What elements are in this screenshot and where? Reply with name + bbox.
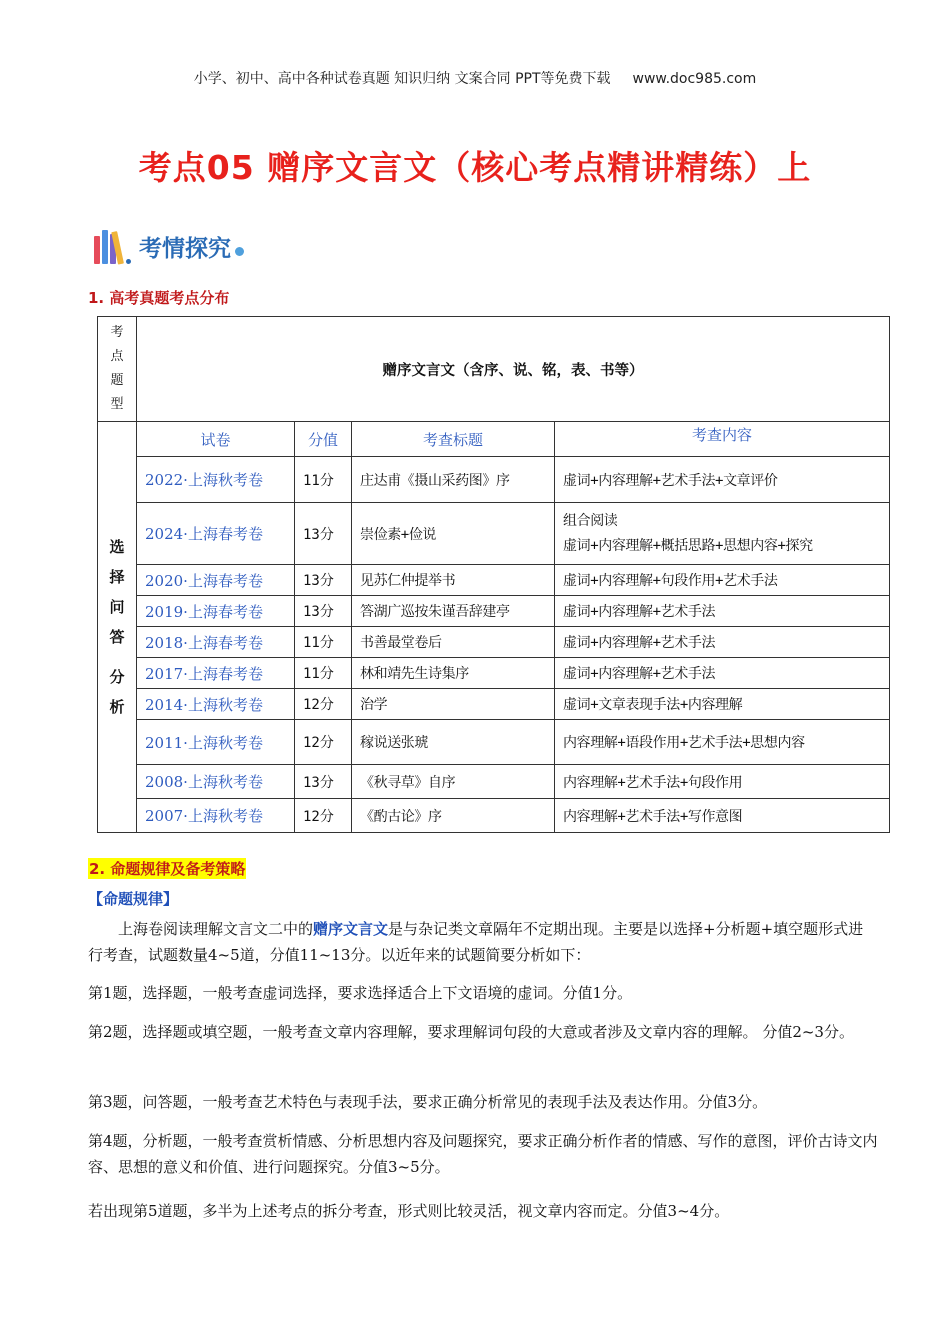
table-row: [98, 689, 890, 720]
dot-icon: [235, 247, 244, 256]
rule-item: 若出现第5道题，多半为上述考点的拆分考查，形式则比较灵活，视文章内容而定。分值3~4分。: [88, 1202, 730, 1220]
corner-char: 考: [110, 325, 124, 340]
title-cell: 庄达甫《摄山采药图》序: [352, 457, 555, 503]
content-cell: 内容理解+语段作用+艺术手法+思想内容: [555, 720, 890, 765]
score-cell: 13分: [295, 596, 352, 627]
content-line: 虚词+内容理解+概括思路+思想内容+探究: [563, 537, 813, 554]
rule-item: 第3题，问答题，一般考查艺术特色与表现手法，要求正确分析常见的表现手法及表达作用。分值3分。: [88, 1093, 768, 1111]
score-cell: 11分: [295, 627, 352, 658]
intro-before: 上海卷阅读理解文言文二中的: [118, 920, 314, 938]
rule-title: 【命题规律】: [88, 890, 179, 908]
header-site[interactable]: www.doc985.com: [632, 71, 757, 87]
intro-highlight: 赠序文言文: [313, 920, 389, 938]
title-cell: 《酌古论》序: [352, 799, 555, 833]
page-header: [0, 68, 950, 88]
score-cell: 13分: [295, 765, 352, 799]
row-type-header: [98, 422, 137, 833]
corner-char: 题: [110, 373, 124, 388]
corner-char: 点: [110, 349, 124, 364]
rule-item: 第1题，选择题，一般考查虚词选择，要求选择适合上下文语境的虚词。分值1分。: [88, 984, 633, 1002]
dot-icon: [126, 259, 131, 264]
title-cell: 治学: [352, 689, 555, 720]
intro-paragraph: [88, 916, 878, 968]
section1-heading: 1. 高考真题考点分布: [88, 289, 230, 307]
content-cell: 虚词+内容理解+艺术手法: [555, 627, 890, 658]
table-row: [98, 658, 890, 689]
content-cell: 虚词+内容理解+艺术手法: [555, 658, 890, 689]
banner-label: 考情探究: [139, 235, 231, 262]
title-cell: 答湖广巡按朱谨吾辞建亭: [352, 596, 555, 627]
content-cell: 虚词+内容理解+句段作用+艺术手法: [555, 565, 890, 596]
table-row: [98, 565, 890, 596]
page-title: 考点05 赠序文言文（核心考点精讲精练）上: [138, 148, 812, 187]
paper-cell: 2020·上海春考卷: [137, 565, 295, 596]
paper-cell: 2011·上海秋考卷: [137, 720, 295, 765]
column-header-paper: 试卷: [137, 422, 295, 457]
row-type-char: 析: [109, 698, 125, 716]
paper-cell: 2007·上海秋考卷: [137, 799, 295, 833]
column-header-score: 分值: [295, 422, 352, 457]
score-cell: 12分: [295, 799, 352, 833]
score-cell: 13分: [295, 565, 352, 596]
score-cell: 12分: [295, 720, 352, 765]
title-cell: 林和靖先生诗集序: [352, 658, 555, 689]
exam-distribution-table: [97, 316, 890, 833]
title-cell: 《秋寻草》自序: [352, 765, 555, 799]
content-cell: [555, 503, 890, 565]
title-cell: 稼说送张琥: [352, 720, 555, 765]
paper-cell: 2024·上海春考卷: [137, 503, 295, 565]
section2-heading: 2. 命题规律及备考策略: [89, 860, 246, 878]
paper-cell: 2008·上海秋考卷: [137, 765, 295, 799]
intro-after: 是与杂记类文章隔年不定期出现。主要是以选择+分析题+填空题形式进行考查，试题数量4~5道，分值11~13分。以近年来的试题简要分析如下：: [88, 920, 864, 964]
paper-cell: 2017·上海春考卷: [137, 658, 295, 689]
column-header-row: [98, 422, 890, 457]
row-type-char: 择: [109, 568, 125, 586]
corner-header: [98, 317, 137, 422]
content-cell: 虚词+文章表现手法+内容理解: [555, 689, 890, 720]
row-type-char: 选: [109, 538, 125, 556]
rule-item: 第2题，选择题或填空题，一般考查文章内容理解，要求理解词句段的大意或者涉及文章内容的理解。 分值2~3分。: [88, 1023, 854, 1041]
content-cell: 内容理解+艺术手法+写作意图: [555, 799, 890, 833]
table-row: [98, 503, 890, 565]
row-type-char: 分: [109, 668, 125, 686]
book-spine: [102, 230, 108, 264]
table-row: [98, 596, 890, 627]
table-topic-row: [98, 317, 890, 422]
score-cell: 13分: [295, 503, 352, 565]
book-spine: [94, 236, 100, 264]
books-icon: [94, 228, 126, 264]
score-cell: 11分: [295, 457, 352, 503]
corner-char: 型: [110, 397, 124, 412]
content-cell: 内容理解+艺术手法+句段作用: [555, 765, 890, 799]
topic-cell: 赠序文言文（含序、说、铭，表、书等）: [137, 317, 890, 422]
column-header-content: 考查内容: [555, 422, 890, 457]
title-cell: 书善最堂卷后: [352, 627, 555, 658]
table-row: [98, 799, 890, 833]
table-row: [98, 627, 890, 658]
score-cell: 12分: [295, 689, 352, 720]
header-text: 小学、初中、高中各种试卷真题 知识归纳 文案合同 PPT等免费下载: [193, 71, 611, 87]
paper-cell: 2014·上海秋考卷: [137, 689, 295, 720]
paper-cell: 2022·上海秋考卷: [137, 457, 295, 503]
content-line: 组合阅读: [563, 512, 618, 529]
row-type-char: 答: [109, 628, 125, 646]
column-header-title: 考查标题: [352, 422, 555, 457]
content-cell: 虚词+内容理解+艺术手法+文章评价: [555, 457, 890, 503]
table-row: [98, 765, 890, 799]
title-cell: 崇俭素+俭说: [352, 503, 555, 565]
content-cell: 虚词+内容理解+艺术手法: [555, 596, 890, 627]
row-type-char: 问: [109, 598, 125, 616]
rule-item: 第4题，分析题，一般考查赏析情感、分析思想内容及问题探究，要求正确分析作者的情感、写作的意图，评价古诗文内容、思想的意义和价值、进行问题探究。分值3~5分。: [88, 1132, 878, 1176]
score-cell: 11分: [295, 658, 352, 689]
paper-cell: 2018·上海春考卷: [137, 627, 295, 658]
paper-cell: 2019·上海春考卷: [137, 596, 295, 627]
table-row: [98, 457, 890, 503]
table-row: [98, 720, 890, 765]
title-cell: 见苏仁仲提举书: [352, 565, 555, 596]
section-banner: [94, 226, 244, 266]
